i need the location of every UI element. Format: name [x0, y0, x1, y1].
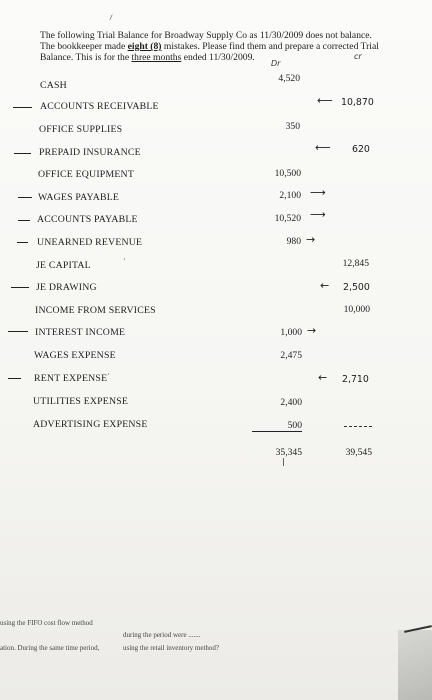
debit-utilities-expense: 2,400 [280, 397, 302, 408]
error-mark [13, 107, 32, 108]
credit-dashed-line [344, 426, 372, 427]
arrow-left-icon: ← [318, 371, 328, 384]
credit-rent-expense: 2,710 [342, 374, 369, 385]
error-mark [14, 153, 31, 154]
account-interest-income: INTEREST INCOME [35, 327, 126, 338]
arrow-right-icon: ⟶ [310, 186, 326, 199]
account-rent-expense: RENT EXPENSE [34, 373, 108, 384]
account-cash: CASH [40, 80, 67, 91]
debit-office-equipment: 10,500 [274, 168, 301, 179]
footer-left-line1: using the FIFO cost flow method [0, 619, 93, 627]
debit-interest-income: 1,000 [280, 327, 302, 338]
error-mark [8, 331, 28, 332]
credit-je-drawing: 2,500 [343, 282, 370, 293]
arrow-left-icon: ⟵ [317, 94, 333, 107]
error-mark [8, 378, 21, 379]
account-accounts-payable: ACCOUNTS PAYABLE [37, 214, 138, 225]
arrow-right-icon: ⟶ [310, 208, 326, 221]
debit-office-supplies: 350 [285, 121, 300, 132]
debit-advertising-expense: 500 [252, 420, 302, 432]
error-mark [11, 287, 29, 288]
dot-mark: · [123, 255, 126, 264]
account-prepaid-insurance: PREPAID INSURANCE [39, 147, 141, 158]
intro-eight-mistakes: eight (8) [127, 41, 162, 52]
intro-line-2b: mistakes. Please find them and prepare a corrected Trial [163, 41, 379, 52]
account-wages-expense: WAGES EXPENSE [34, 350, 116, 361]
intro-line-3a: Balance. This is for the [40, 52, 130, 63]
intro-line-2a: The bookkeeper made [40, 41, 126, 52]
debit-header-hand: Dr [271, 59, 281, 68]
debit-cash: 4,520 [278, 73, 300, 84]
tick-mark [283, 458, 284, 466]
debit-unearned-revenue: 980 [286, 236, 301, 247]
error-mark [18, 220, 30, 221]
debit-wages-payable: 2,100 [279, 190, 301, 201]
account-je-capital: JE CAPITAL [36, 260, 91, 271]
credit-accounts-receivable: 10,870 [341, 97, 374, 108]
credit-total: 39,545 [345, 447, 372, 458]
footer-left-line2: ation. During the same time period, [0, 644, 100, 652]
page-shadow [398, 630, 432, 700]
footer-right-line1: during the period were ....... [123, 631, 201, 639]
footer-right-line2: using the retail inventory method? [123, 644, 220, 652]
intro-line-1: The following Trial Balance for Broadway Supply Co as 11/30/2009 does not balance. [40, 30, 372, 41]
error-mark [18, 197, 32, 198]
account-utilities-expense: UTILITIES EXPENSE [33, 396, 129, 407]
arrow-right-icon: → [306, 233, 316, 246]
account-wages-payable: WAGES PAYABLE [38, 192, 120, 203]
account-accounts-receivable: ACCOUNTS RECEIVABLE [40, 101, 159, 112]
credit-je-capital: 12,845 [342, 258, 369, 269]
account-advertising-expense: ADVERTISING EXPENSE [33, 419, 148, 430]
tick-mark: / [110, 14, 113, 21]
debit-total: 35,345 [275, 447, 302, 458]
account-office-equipment: OFFICE EQUIPMENT [38, 169, 135, 180]
account-unearned-revenue: UNEARNED REVENUE [37, 237, 143, 248]
intro-line-3b: ended 11/30/2009. [183, 52, 255, 63]
account-income-from-services: INCOME FROM SERVICES [35, 305, 156, 316]
credit-income-from-services: 10,000 [343, 304, 370, 315]
debit-wages-expense: 2,475 [280, 350, 302, 361]
debit-accounts-payable: 10,520 [274, 213, 301, 224]
error-mark [17, 242, 28, 243]
arrow-right-icon: → [307, 324, 317, 337]
credit-header-hand: cr [354, 52, 362, 61]
account-je-drawing: JE DRAWING [36, 282, 97, 293]
arrow-left-icon: ← [320, 279, 330, 292]
intro-three-months: three months [131, 52, 182, 63]
arrow-left-icon: ⟵ [315, 141, 331, 154]
account-office-supplies: OFFICE SUPPLIES [39, 124, 123, 135]
credit-prepaid-insurance: 620 [352, 144, 370, 155]
dot-mark: · [107, 370, 110, 379]
